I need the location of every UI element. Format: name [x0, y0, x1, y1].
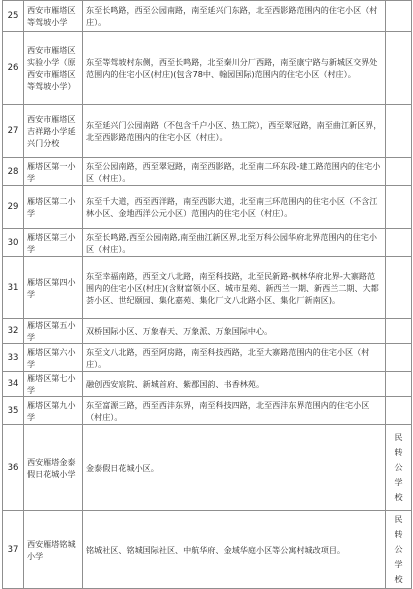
school-type [386, 186, 412, 229]
row-number: 29 [3, 186, 24, 229]
table-row [3, 1, 412, 32]
row-number: 28 [3, 158, 24, 186]
table-row [3, 397, 412, 425]
school-type [386, 319, 412, 344]
school-name: 雁塔区第二小学 [24, 186, 83, 229]
row-number: 32 [3, 319, 24, 344]
table-row [3, 511, 412, 589]
enrollment-scope: 东至千大道，西至西洋路，南至西影大道，北至南三环范围内的住宅小区（不含江林小区、金地西洋公元小区）范围内的住宅小区（村庄）。 [83, 186, 386, 229]
row-number: 27 [3, 105, 24, 158]
row-number: 25 [3, 1, 24, 32]
school-type [386, 1, 412, 32]
school-type [386, 397, 412, 425]
school-name: 西安雁塔金泰假日花城小学 [24, 425, 83, 511]
table-row [3, 344, 412, 372]
enrollment-scope: 融创西安宸院、新城首府、紫郡国韵、书香林苑。 [83, 372, 386, 397]
table-row [3, 229, 412, 257]
school-type [386, 372, 412, 397]
school-name: 西安市雁塔区吉祥路小学延兴门分校 [24, 105, 83, 158]
school-type [386, 344, 412, 372]
row-number: 37 [3, 511, 24, 589]
table-row [3, 425, 412, 511]
school-name: 雁塔区第五小学 [24, 319, 83, 344]
row-number: 26 [3, 32, 24, 105]
school-type [386, 32, 412, 105]
table-row [3, 372, 412, 397]
enrollment-scope: 双桥国际小区、万象春天、万象派、万象国际中心。 [83, 319, 386, 344]
enrollment-scope: 东至长鸣路，西至公园南路，南至延兴门东路，北至西影路范围内的住宅小区（村庄）。 [83, 1, 386, 32]
row-number: 35 [3, 397, 24, 425]
school-name: 雁塔区第四小学 [24, 257, 83, 319]
table-row [3, 319, 412, 344]
school-type [386, 158, 412, 186]
school-type-text: 民转公学校 [394, 514, 403, 584]
row-number: 33 [3, 344, 24, 372]
table-row [3, 32, 412, 105]
enrollment-scope: 东至公园南路，西至翠冠路，南至西影路，北至南二环东段-建工路范围内的住宅小区（村庄）。 [83, 158, 386, 186]
school-type-text: 民转公学校 [394, 432, 403, 502]
enrollment-scope: 东至长鸣路,西至公园南路,南至曲江新区界,北至万科公园华府北界范围内的住宅小区（村庄）。 [83, 229, 386, 257]
school-name: 西安雁塔铭城小学 [24, 511, 83, 589]
table-row [3, 105, 412, 158]
table-row [3, 257, 412, 319]
school-name: 雁塔区第六小学 [24, 344, 83, 372]
enrollment-scope: 东至等驾坡村东侧，西至长鸣路，北至秦川分厂西路，南至康宁路与新城区交界处范围内的住宅小区(村庄)(包含78中、翰园国际)范围内的住宅小区（村庄）。 [83, 32, 386, 105]
school-name: 西安市雁塔区实验小学（原西安市雁塔区等驾坡小学） [24, 32, 83, 105]
enrollment-scope: 东至文八北路，西至阿房路，南至科技西路，北至大寨路范围内的住宅小区（村庄）。 [83, 344, 386, 372]
row-number: 36 [3, 425, 24, 511]
school-name: 雁塔区第一小学 [24, 158, 83, 186]
school-type [386, 257, 412, 319]
school-zone-table [2, 0, 412, 589]
enrollment-scope: 金泰假日花城小区。 [83, 425, 386, 511]
school-name: 雁塔区第九小学 [24, 397, 83, 425]
table-row [3, 186, 412, 229]
enrollment-scope: 东至富源三路，西至西沣东界，南至科技四路，北至西沣东界范围内的住宅小区（村庄）。 [83, 397, 386, 425]
school-type [386, 511, 412, 589]
enrollment-scope: 东至延兴门公园南路（不包含千户小区、热工院），西至翠冠路，南至曲江新区界，北至西影路范围内的住宅小区（村庄）。 [83, 105, 386, 158]
school-name: 雁塔区第三小学 [24, 229, 83, 257]
row-number: 31 [3, 257, 24, 319]
enrollment-scope: 东至幸福南路，西至文八北路，南至科技路，北至民新路-枫林华府北界-大寨路范围内的住宅小区(村庄)(含财富领小区、城市星苑、新西兰一期、新西兰二期、大都荟小区、世纪颐园、集化嘉苑、集化厂文八北路小区、集化厂新南区)。 [83, 257, 386, 319]
school-type [386, 425, 412, 511]
school-type [386, 229, 412, 257]
enrollment-scope: 铭城社区、铭城国际社区、中航华府、金域华庭小区等公寓村城改项目。 [83, 511, 386, 589]
row-number: 34 [3, 372, 24, 397]
school-name: 雁塔区第七小学 [24, 372, 83, 397]
table-row [3, 158, 412, 186]
row-number: 30 [3, 229, 24, 257]
school-type [386, 105, 412, 158]
school-name: 西安市雁塔区等驾坡小学 [24, 1, 83, 32]
